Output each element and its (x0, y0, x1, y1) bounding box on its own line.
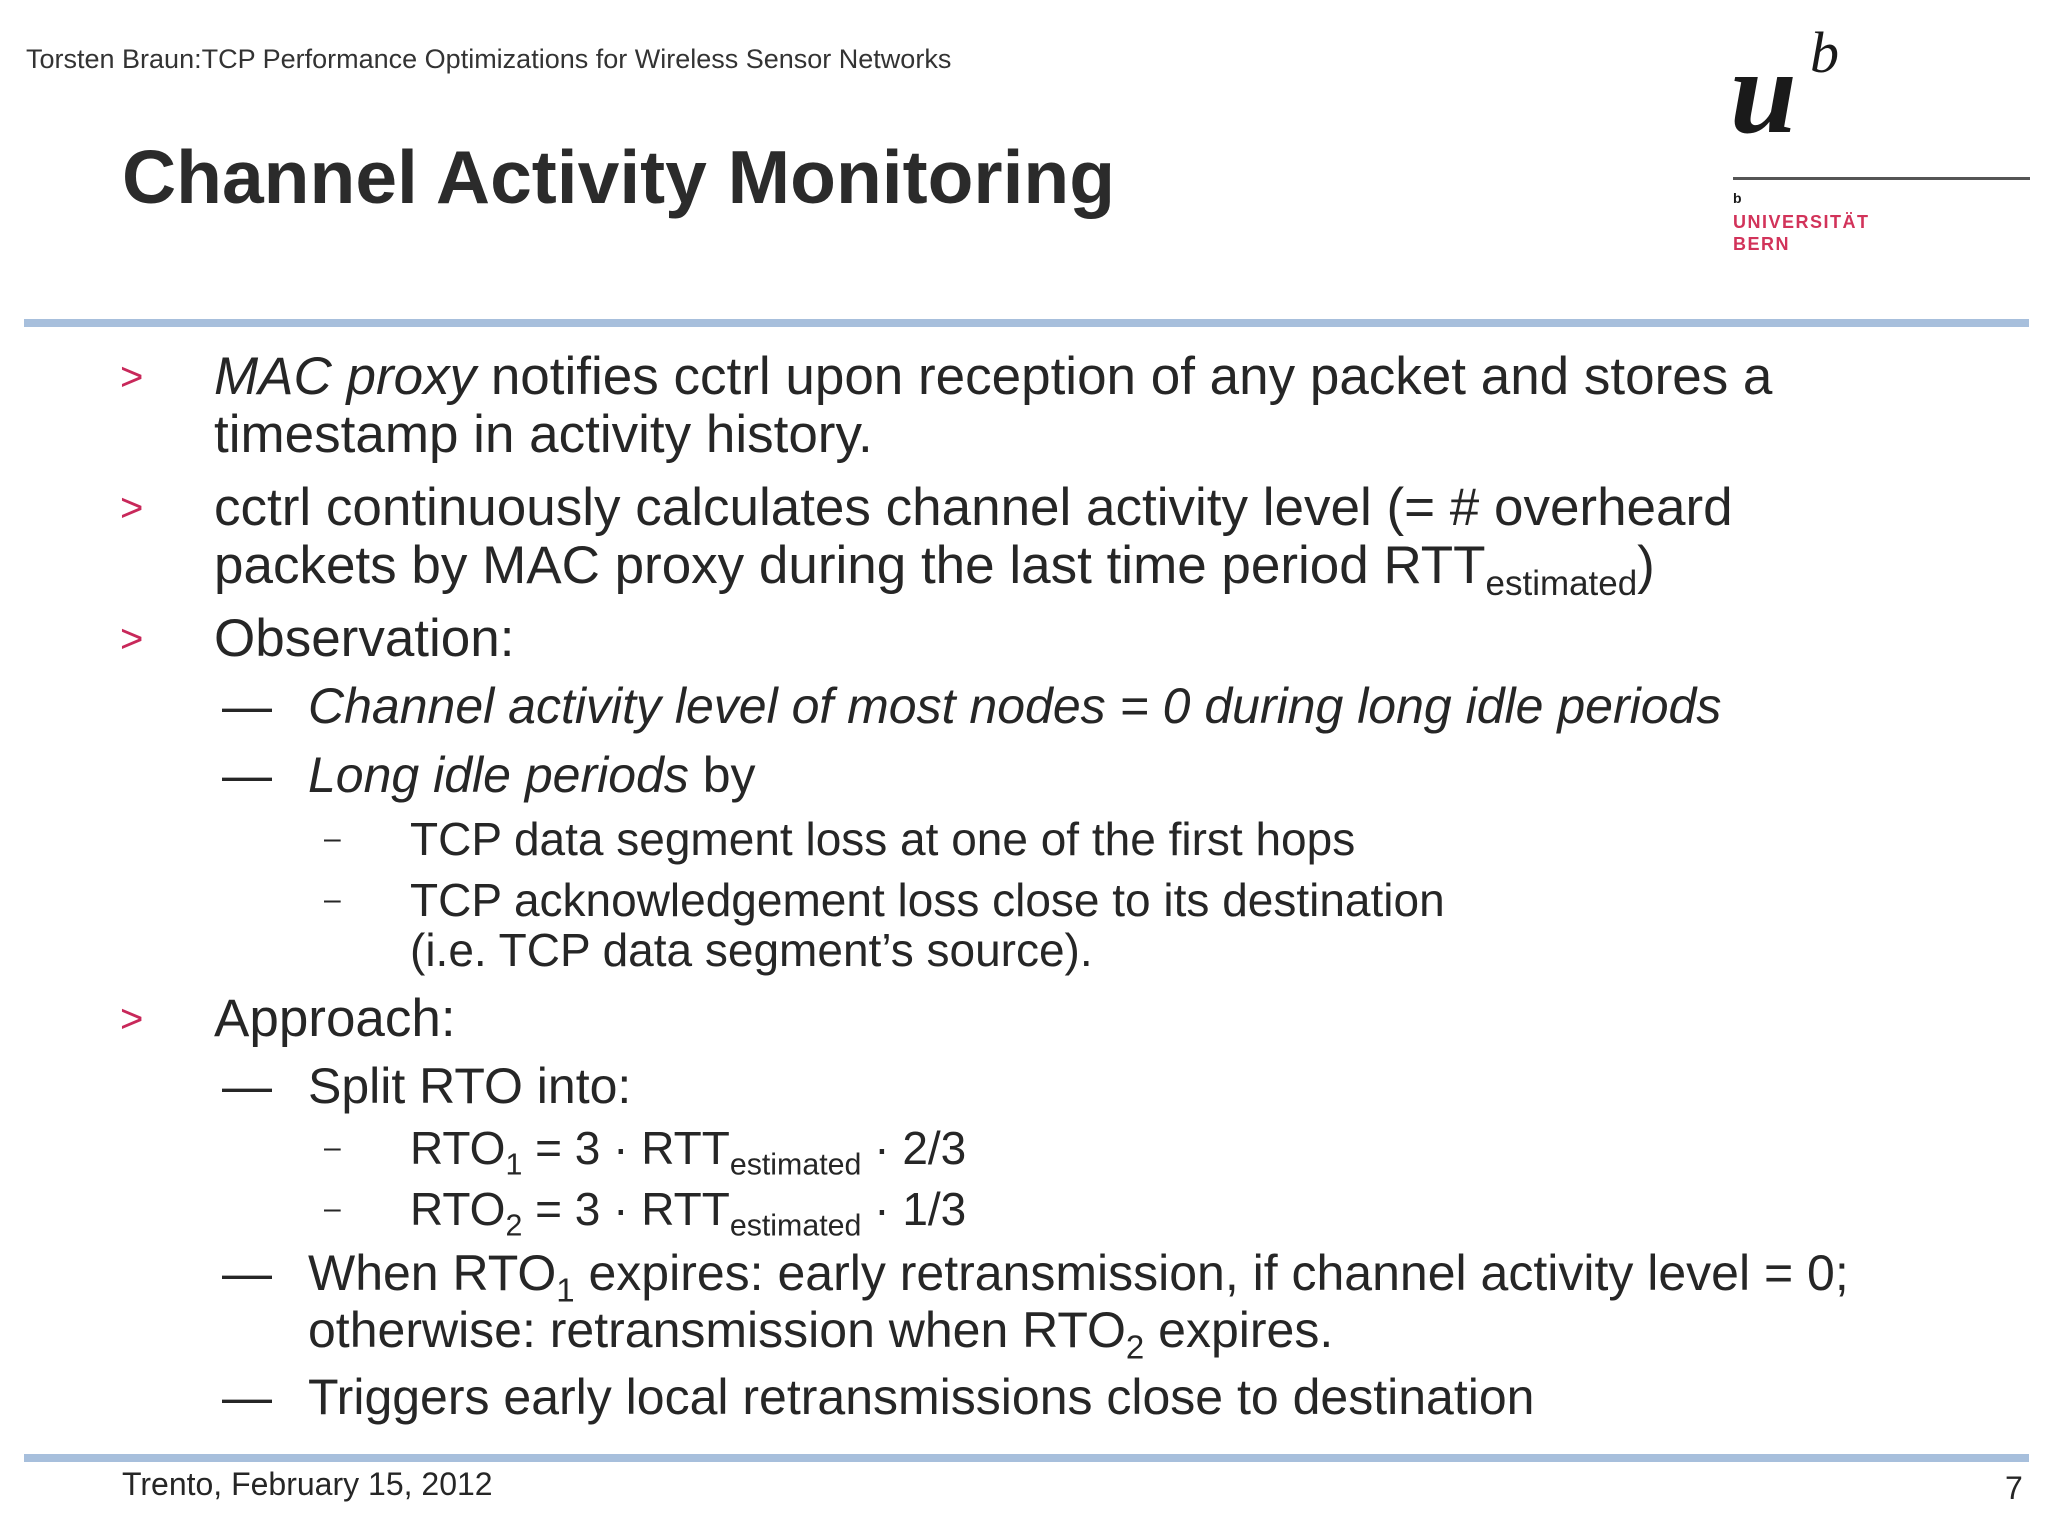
sub-bullet-text: expires. (1144, 1302, 1334, 1358)
bullet-marker: > (120, 355, 144, 399)
subscript: 2 (505, 1209, 523, 1243)
slide-title: Channel Activity Monitoring (122, 135, 1116, 219)
bullet-text: Approach: (214, 989, 456, 1048)
sub-bullet-text: by (688, 747, 756, 803)
subscript: estimated (729, 1209, 862, 1243)
sub-bullet-text: Channel activity level of most nodes = 0 during long idle periods (308, 678, 1722, 734)
bullet-italic: MAC proxy (214, 347, 477, 406)
sub-bullet-text: expires: early retransmission, if channel activity level = 0; otherwise: retransmission when RTO (308, 1245, 1849, 1358)
bullet-marker: > (120, 486, 144, 530)
bullet-cctrl (120, 478, 1874, 604)
logo-small-b: b (1733, 190, 1742, 206)
sub-bullet-when-rto1 (222, 1245, 2008, 1366)
subscript-estimated: estimated (1485, 564, 1638, 604)
presentation-line: Torsten Braun:TCP Performance Optimizations for Wireless Sensor Networks (26, 44, 952, 74)
subscript: estimated (729, 1148, 862, 1182)
sub-bullet-marker: — (222, 1369, 272, 1425)
sub-sub-bullet-marker: – (324, 822, 341, 855)
sub-bullet-marker: — (222, 747, 272, 803)
formula-rto1 (324, 1122, 967, 1182)
sub-sub-bullet-data-loss (324, 813, 1356, 865)
subscript: 1 (556, 1271, 575, 1309)
header-divider (24, 319, 2029, 327)
sub-sub-bullet-text: TCP data segment loss at one of the first hops (410, 813, 1356, 865)
subscript: 2 (1125, 1328, 1145, 1366)
sub-bullet-marker: — (222, 678, 272, 734)
bullet-observation (120, 609, 515, 668)
sub-sub-bullet-ack-loss (324, 874, 1445, 976)
bullet-approach (120, 989, 456, 1048)
sub-bullet-italic: Long idle periods (308, 747, 689, 803)
sub-bullet-text: Triggers early local retransmissions close to destination (308, 1369, 1535, 1425)
sub-bullet-split-rto (222, 1058, 632, 1115)
sub-bullet-text: Split RTO into: (308, 1058, 632, 1114)
footer-date: Trento, February 15, 2012 (122, 1466, 493, 1502)
sub-sub-bullet-line2: (i.e. TCP data segment’s source). (410, 924, 1093, 976)
formula-text: RTO (410, 1183, 506, 1235)
logo-b-glyph: b (1810, 20, 1839, 85)
sub-bullet-marker: — (222, 1245, 272, 1301)
bullet-mac-proxy (120, 347, 1934, 464)
sub-bullet-text: When RTO (308, 1245, 557, 1301)
bullet-text: notifies cctrl upon reception of any packet and stores a timestamp in activity history. (214, 347, 1773, 464)
sub-bullet-activity-level (222, 678, 1722, 735)
logo-university: UNIVERSITÄT (1733, 212, 1870, 232)
sub-sub-bullet-marker: – (324, 1131, 341, 1164)
subscript: 1 (505, 1148, 523, 1182)
bullet-marker: > (120, 617, 144, 661)
page-number: 7 (2005, 1470, 2023, 1506)
footer-divider (24, 1454, 2029, 1462)
sub-sub-bullet-marker: – (324, 883, 341, 916)
sub-sub-bullet-marker: – (324, 1192, 341, 1225)
sub-bullet-marker: — (222, 1058, 272, 1114)
sub-bullet-long-idle (222, 747, 756, 804)
sub-bullet-triggers (222, 1369, 1535, 1426)
formula-text: · 1/3 (861, 1183, 967, 1235)
logo-wordmark (1733, 211, 1870, 255)
logo-city: BERN (1733, 234, 1791, 254)
bullet-text: Observation: (214, 609, 515, 668)
formula-text: = 3 · RTT (522, 1183, 730, 1235)
bullet-tail: ) (1637, 536, 1655, 595)
formula-text: · 2/3 (861, 1122, 967, 1174)
bullet-marker: > (120, 997, 144, 1041)
formula-text: RTO (410, 1122, 506, 1174)
sub-sub-bullet-line1: TCP acknowledgement loss close to its destination (410, 874, 1445, 926)
logo-divider (1733, 177, 2030, 180)
logo-u-glyph: u (1730, 25, 1797, 158)
formula-rto2 (324, 1183, 967, 1243)
formula-text: = 3 · RTT (522, 1122, 730, 1174)
bullet-text: cctrl continuously calculates channel activity level (= # overheard packets by MAC proxy during the last time period RTT (214, 478, 1733, 595)
